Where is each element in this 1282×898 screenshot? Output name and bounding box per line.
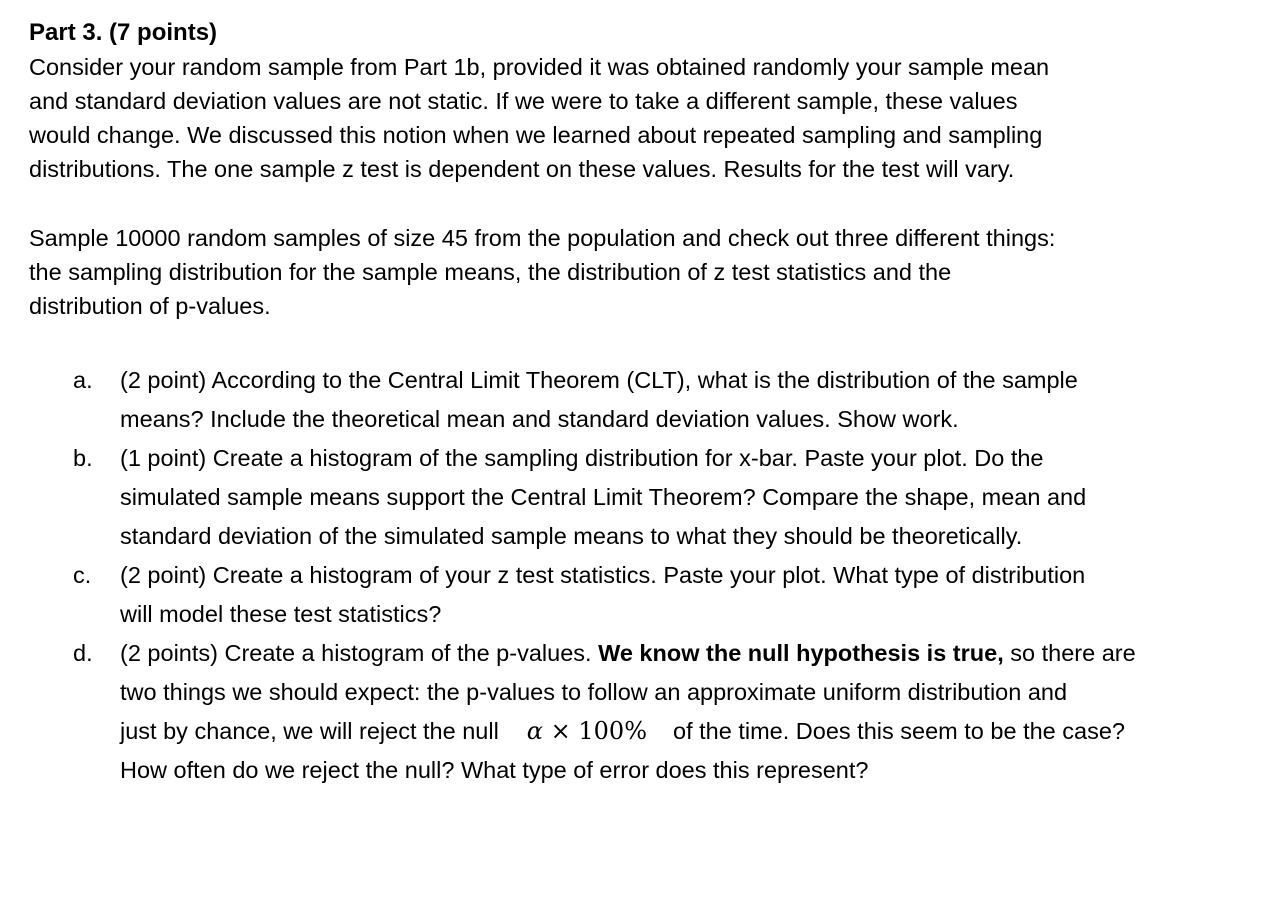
alpha-formula bbox=[527, 717, 647, 745]
question-line: (2 point) Create a histogram of your z test statistics. Paste your plot. What type of distribution bbox=[120, 562, 1086, 588]
formula-rest: × 100% bbox=[550, 717, 648, 745]
question-line: standard deviation of the simulated sample means to what they should be theoretically. bbox=[120, 523, 1023, 549]
null-hypothesis-emphasis: We know the null hypothesis is true, bbox=[598, 640, 1004, 666]
alpha-symbol: α bbox=[526, 717, 544, 745]
intro-line: would change. We discussed this notion when we learned about repeated sampling and sampling bbox=[29, 122, 1043, 148]
intro-paragraph bbox=[29, 50, 1259, 186]
intro-line: distributions. The one sample z test is dependent on these values. Results for the test will vary. bbox=[29, 156, 1015, 182]
question-list bbox=[29, 361, 1259, 790]
question-line: will model these test statistics? bbox=[120, 601, 442, 627]
question-a bbox=[29, 361, 1259, 439]
question-text: so there are bbox=[1010, 640, 1136, 666]
question-marker: c. bbox=[73, 562, 92, 588]
question-line: means? Include the theoretical mean and standard deviation values. Show work. bbox=[120, 406, 959, 432]
question-marker: b. bbox=[73, 445, 93, 471]
instructions-line: the sampling distribution for the sample means, the distribution of z test statistics and the bbox=[29, 259, 952, 285]
part-heading: Part 3. (7 points) bbox=[29, 19, 218, 46]
question-line: How often do we reject the null? What type of error does this represent? bbox=[120, 757, 869, 783]
document bbox=[29, 16, 1259, 783]
question-b bbox=[29, 439, 1259, 556]
question-line: two things we should expect: the p-values to follow an approximate uniform distribution and bbox=[120, 679, 1068, 705]
question-line bbox=[120, 712, 1259, 751]
question-text: (2 points) Create a histogram of the p-values. bbox=[120, 640, 592, 666]
instructions-paragraph bbox=[29, 221, 1259, 323]
question-marker: a. bbox=[73, 367, 93, 393]
instructions-line: Sample 10000 random samples of size 45 from the population and check out three different things: bbox=[29, 225, 1056, 251]
question-line: (1 point) Create a histogram of the sampling distribution for x-bar. Paste your plot. Do the bbox=[120, 445, 1044, 471]
question-text: just by chance, we will reject the null bbox=[120, 718, 499, 744]
instructions-line: distribution of p-values. bbox=[29, 293, 271, 319]
intro-line: and standard deviation values are not static. If we were to take a different sample, these values bbox=[29, 88, 1018, 114]
intro-line: Consider your random sample from Part 1b, provided it was obtained randomly your sample mean bbox=[29, 54, 1050, 80]
question-marker: d. bbox=[73, 640, 93, 666]
question-c bbox=[29, 556, 1259, 634]
question-line bbox=[120, 634, 1259, 673]
question-line: simulated sample means support the Central Limit Theorem? Compare the shape, mean and bbox=[120, 484, 1087, 510]
question-text: of the time. Does this seem to be the case? bbox=[673, 718, 1125, 744]
question-line: (2 point) According to the Central Limit Theorem (CLT), what is the distribution of the sample bbox=[120, 367, 1078, 393]
question-d bbox=[29, 634, 1259, 790]
